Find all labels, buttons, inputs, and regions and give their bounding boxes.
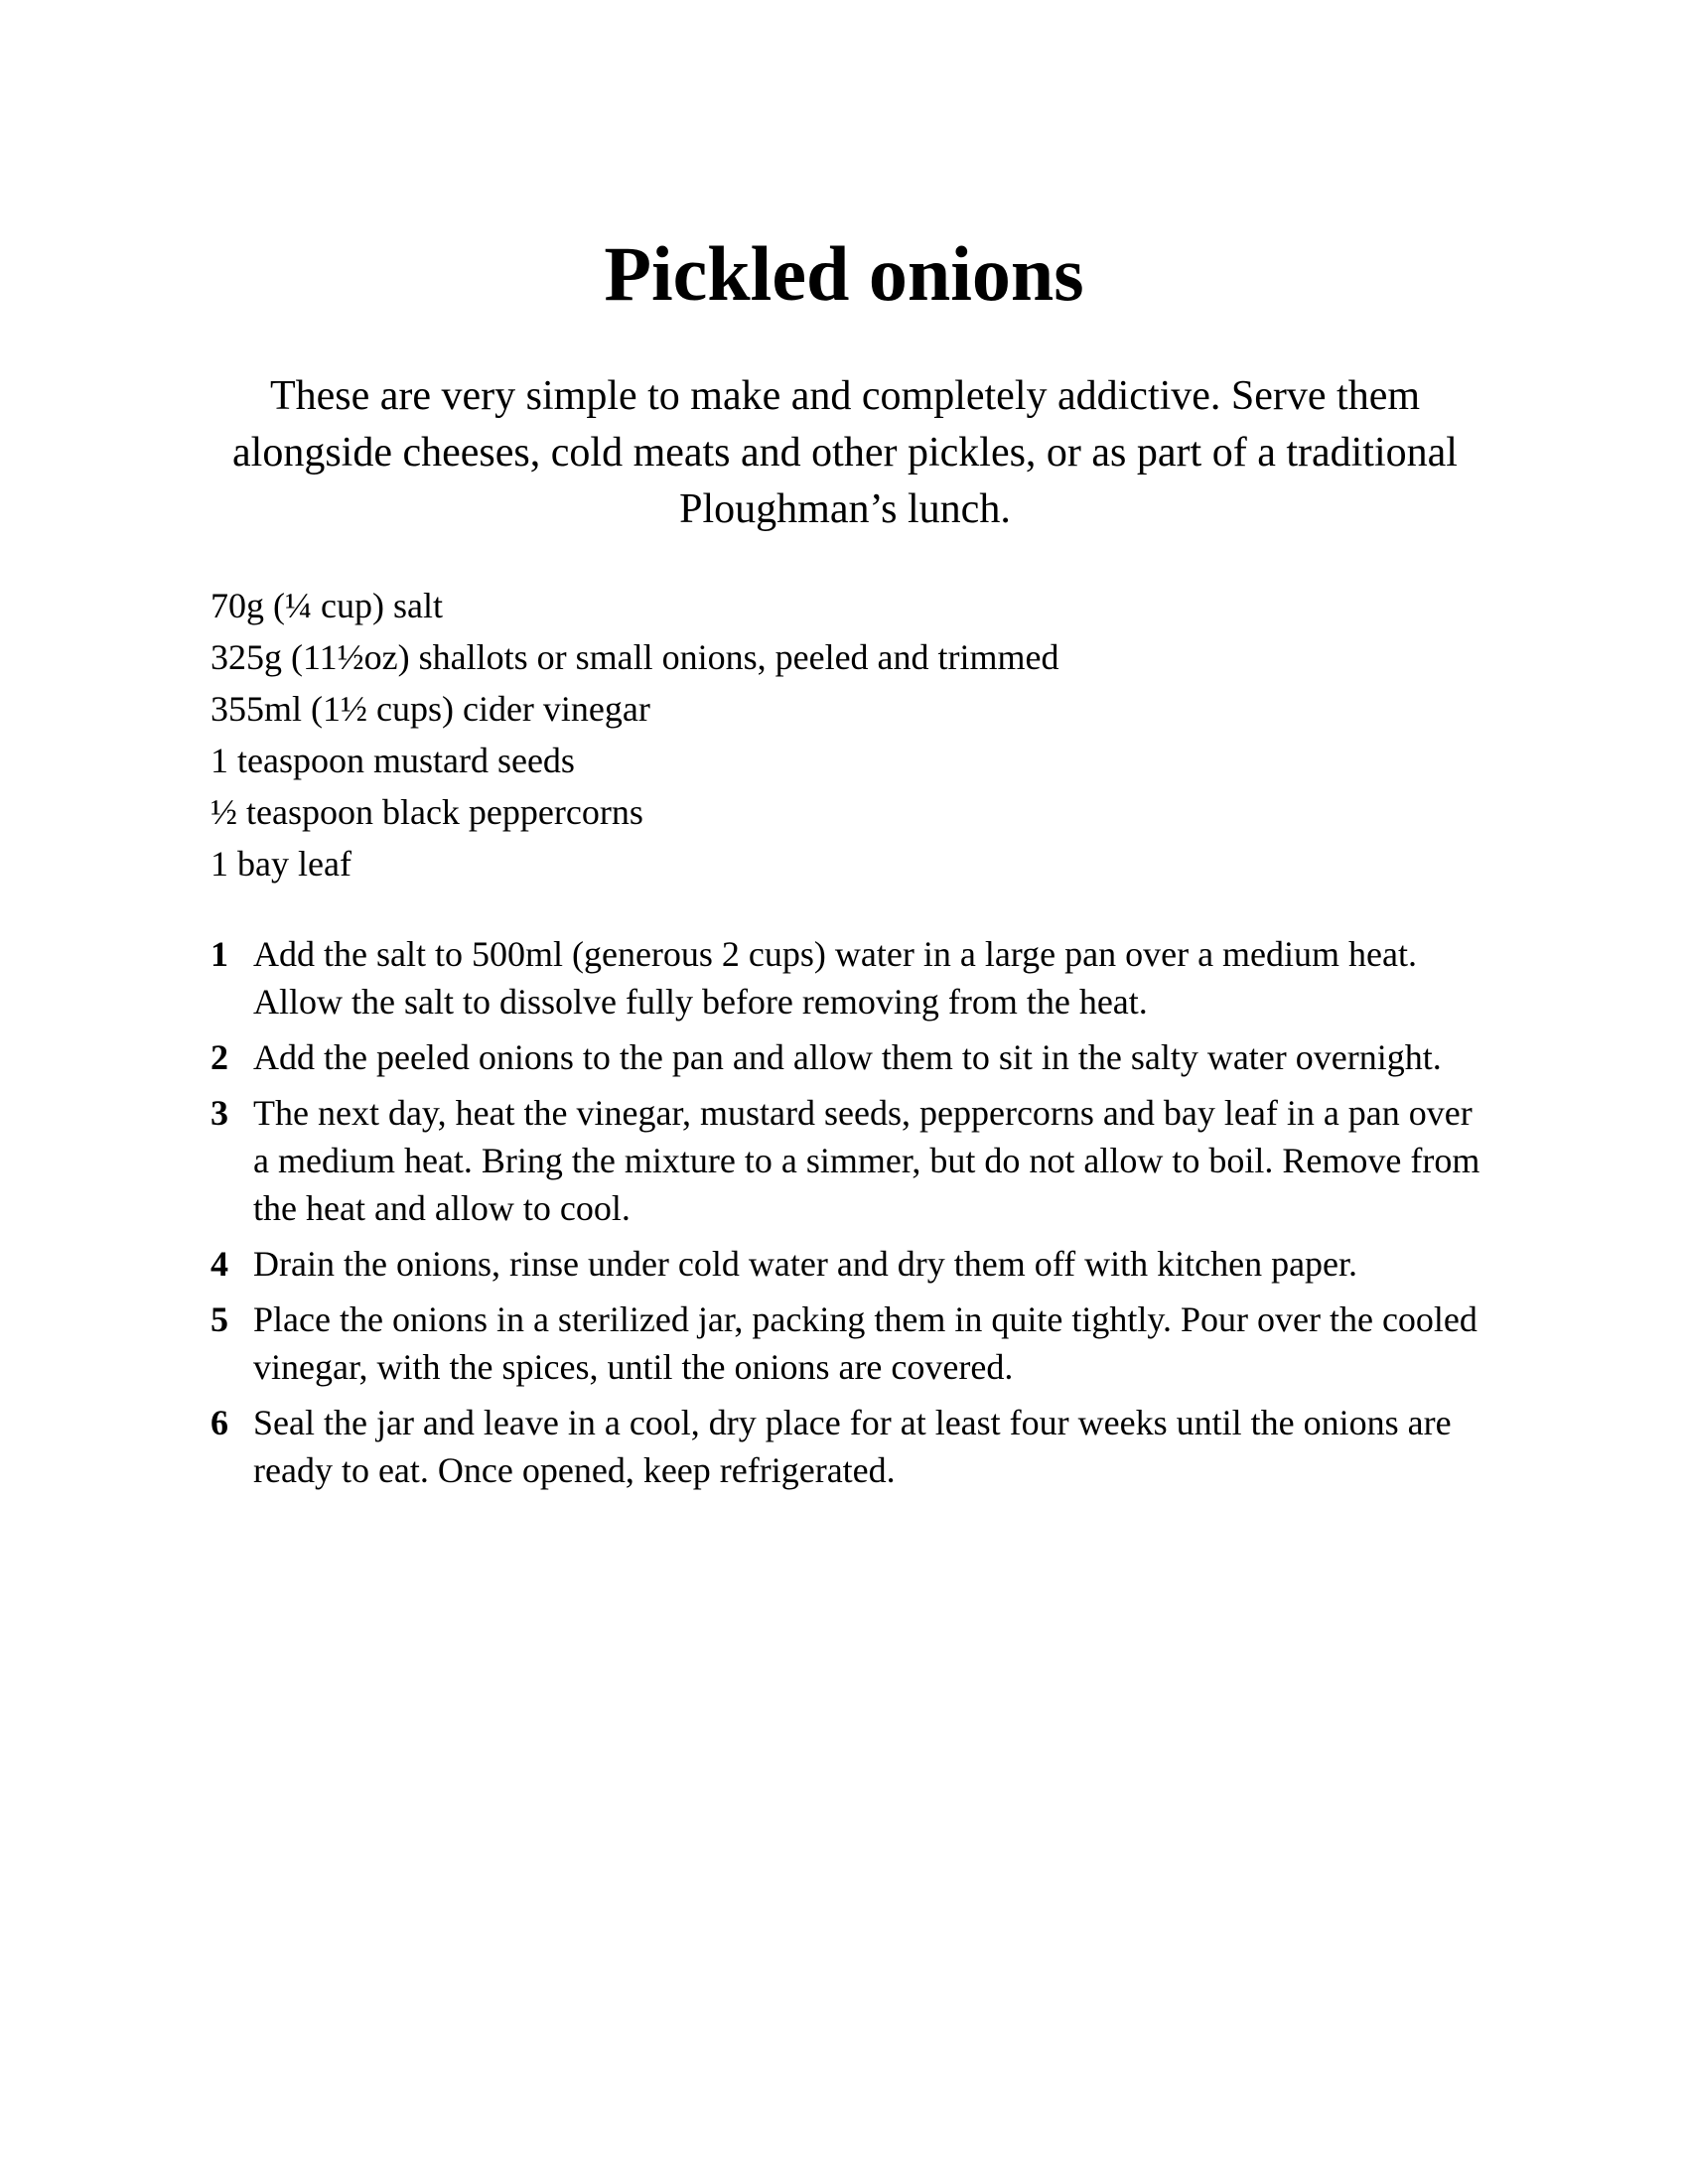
method-step xyxy=(211,1240,1491,1288)
ingredient-item: 70g (¼ cup) salt xyxy=(211,586,443,625)
method-step xyxy=(211,1089,1491,1232)
step-text: The next day, heat the vinegar, mustard seeds, peppercorns and bay leaf in a pan over a medium heat. Bring the mixture to a simmer, but do not allow to boil. Remove from the heat and allow to cool. xyxy=(253,1093,1480,1228)
step-text: Add the peeled onions to the pan and allow them to sit in the salty water overnight. xyxy=(253,1037,1442,1077)
recipe-title: Pickled onions xyxy=(604,230,1084,317)
ingredient-list xyxy=(211,580,1501,889)
step-number: 2 xyxy=(211,1037,228,1077)
recipe-intro: These are very simple to make and completely addictive. Serve them alongside cheeses, cold meats and other pickles, or as part of a traditional Ploughman’s lunch. xyxy=(232,373,1458,532)
step-number: 1 xyxy=(211,934,228,974)
ingredient-item: 1 teaspoon mustard seeds xyxy=(211,741,575,780)
method-step xyxy=(211,1033,1491,1081)
step-number: 3 xyxy=(211,1093,228,1133)
step-text: Add the salt to 500ml (generous 2 cups) water in a large pan over a medium heat. Allow the salt to dissolve fully before removing from the heat. xyxy=(253,934,1417,1022)
ingredient-item: 355ml (1½ cups) cider vinegar xyxy=(211,689,650,729)
ingredient-item: 325g (11½oz) shallots or small onions, peeled and trimmed xyxy=(211,637,1059,677)
ingredient-item: 1 bay leaf xyxy=(211,844,352,884)
method-step xyxy=(211,1296,1491,1391)
method-step xyxy=(211,930,1491,1025)
step-number: 6 xyxy=(211,1403,228,1442)
step-number: 4 xyxy=(211,1244,228,1284)
step-number: 5 xyxy=(211,1299,228,1339)
ingredient-item: ½ teaspoon black peppercorns xyxy=(211,792,643,832)
method-step xyxy=(211,1399,1491,1494)
step-text: Drain the onions, rinse under cold water and dry them off with kitchen paper. xyxy=(253,1244,1358,1284)
method-steps xyxy=(211,930,1491,1502)
step-text: Place the onions in a sterilized jar, packing them in quite tightly. Pour over the cooled vinegar, with the spices, until the onions are covered. xyxy=(253,1299,1477,1387)
step-text: Seal the jar and leave in a cool, dry place for at least four weeks until the onions are ready to eat. Once opened, keep refrigerated. xyxy=(253,1403,1452,1490)
